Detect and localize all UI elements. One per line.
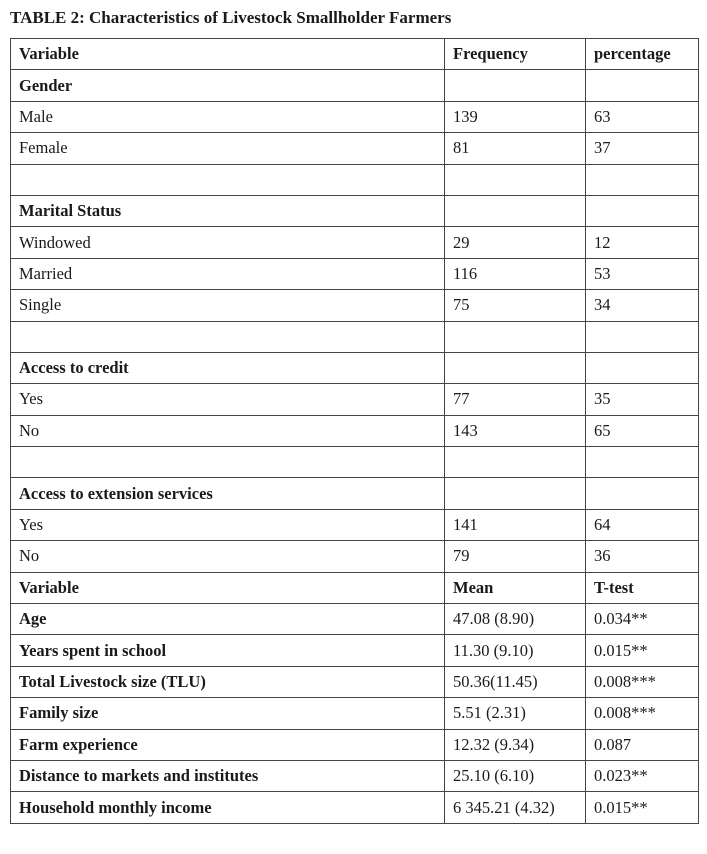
stat-cell: 0.008*** <box>586 666 699 697</box>
variable-cell: Marital Status <box>11 195 445 226</box>
variable-cell: Yes <box>11 509 445 540</box>
table-row <box>11 384 699 415</box>
stat-cell <box>586 70 699 101</box>
variable-cell: Variable <box>11 39 445 70</box>
value-cell: Frequency <box>445 39 586 70</box>
stat-cell <box>586 164 699 195</box>
variable-cell: Age <box>11 604 445 635</box>
table-row <box>11 635 699 666</box>
table-row <box>11 133 699 164</box>
stat-cell <box>586 478 699 509</box>
stat-cell: 0.023** <box>586 760 699 791</box>
table-row <box>11 227 699 258</box>
value-cell: 47.08 (8.90) <box>445 604 586 635</box>
stat-cell: 53 <box>586 258 699 289</box>
table-row <box>11 698 699 729</box>
table-row <box>11 760 699 791</box>
variable-cell: No <box>11 415 445 446</box>
table-row <box>11 101 699 132</box>
table-row <box>11 541 699 572</box>
table-row <box>11 290 699 321</box>
variable-cell: Total Livestock size (TLU) <box>11 666 445 697</box>
stat-cell: 34 <box>586 290 699 321</box>
variable-cell: Female <box>11 133 445 164</box>
variable-cell: Family size <box>11 698 445 729</box>
section-row <box>11 352 699 383</box>
value-cell: 75 <box>445 290 586 321</box>
table-row <box>11 604 699 635</box>
table-row <box>11 792 699 823</box>
stat-cell: 0.015** <box>586 792 699 823</box>
table-row <box>11 509 699 540</box>
value-cell: 11.30 (9.10) <box>445 635 586 666</box>
variable-cell <box>11 321 445 352</box>
table-row <box>11 415 699 446</box>
variable-cell: No <box>11 541 445 572</box>
table-body <box>11 39 699 824</box>
section-row <box>11 70 699 101</box>
value-cell <box>445 70 586 101</box>
value-cell: 12.32 (9.34) <box>445 729 586 760</box>
variable-cell: Yes <box>11 384 445 415</box>
value-cell: 6 345.21 (4.32) <box>445 792 586 823</box>
variable-cell: Access to credit <box>11 352 445 383</box>
value-cell: 77 <box>445 384 586 415</box>
stat-cell: 0.015** <box>586 635 699 666</box>
value-cell: 81 <box>445 133 586 164</box>
variable-cell: Single <box>11 290 445 321</box>
section-row <box>11 478 699 509</box>
variable-cell: Male <box>11 101 445 132</box>
section-row <box>11 195 699 226</box>
stat-cell: 36 <box>586 541 699 572</box>
stat-cell: 37 <box>586 133 699 164</box>
value-cell: 116 <box>445 258 586 289</box>
value-cell: 143 <box>445 415 586 446</box>
variable-cell: Married <box>11 258 445 289</box>
value-cell: 79 <box>445 541 586 572</box>
value-cell <box>445 164 586 195</box>
characteristics-table <box>10 38 699 824</box>
value-cell: 25.10 (6.10) <box>445 760 586 791</box>
variable-cell: Farm experience <box>11 729 445 760</box>
value-cell <box>445 478 586 509</box>
variable-cell <box>11 164 445 195</box>
variable-cell: Distance to markets and institutes <box>11 760 445 791</box>
stat-cell <box>586 447 699 478</box>
value-cell <box>445 447 586 478</box>
stat-cell <box>586 321 699 352</box>
value-cell: 5.51 (2.31) <box>445 698 586 729</box>
stat-cell <box>586 195 699 226</box>
stat-cell: 0.087 <box>586 729 699 760</box>
blank-row <box>11 164 699 195</box>
table-header-row <box>11 39 699 70</box>
value-cell: Mean <box>445 572 586 603</box>
value-cell: 139 <box>445 101 586 132</box>
table-row <box>11 258 699 289</box>
blank-row <box>11 447 699 478</box>
variable-cell <box>11 447 445 478</box>
stat-cell: 65 <box>586 415 699 446</box>
value-cell <box>445 195 586 226</box>
variable-cell: Windowed <box>11 227 445 258</box>
value-cell <box>445 352 586 383</box>
value-cell: 50.36(11.45) <box>445 666 586 697</box>
stat-cell <box>586 352 699 383</box>
stat-cell: 0.034** <box>586 604 699 635</box>
variable-cell: Years spent in school <box>11 635 445 666</box>
variable-cell: Household monthly income <box>11 792 445 823</box>
variable-cell: Gender <box>11 70 445 101</box>
value-cell <box>445 321 586 352</box>
stat-cell: 64 <box>586 509 699 540</box>
stat-cell: 12 <box>586 227 699 258</box>
stat-cell: 0.008*** <box>586 698 699 729</box>
value-cell: 29 <box>445 227 586 258</box>
variable-cell: Access to extension services <box>11 478 445 509</box>
value-cell: 141 <box>445 509 586 540</box>
table-header-row <box>11 572 699 603</box>
variable-cell: Variable <box>11 572 445 603</box>
stat-cell: 35 <box>586 384 699 415</box>
blank-row <box>11 321 699 352</box>
table-caption: TABLE 2: Characteristics of Livestock Smallholder Farmers <box>10 8 452 27</box>
stat-cell: T-test <box>586 572 699 603</box>
stat-cell: percentage <box>586 39 699 70</box>
table-row <box>11 666 699 697</box>
stat-cell: 63 <box>586 101 699 132</box>
table-row <box>11 729 699 760</box>
